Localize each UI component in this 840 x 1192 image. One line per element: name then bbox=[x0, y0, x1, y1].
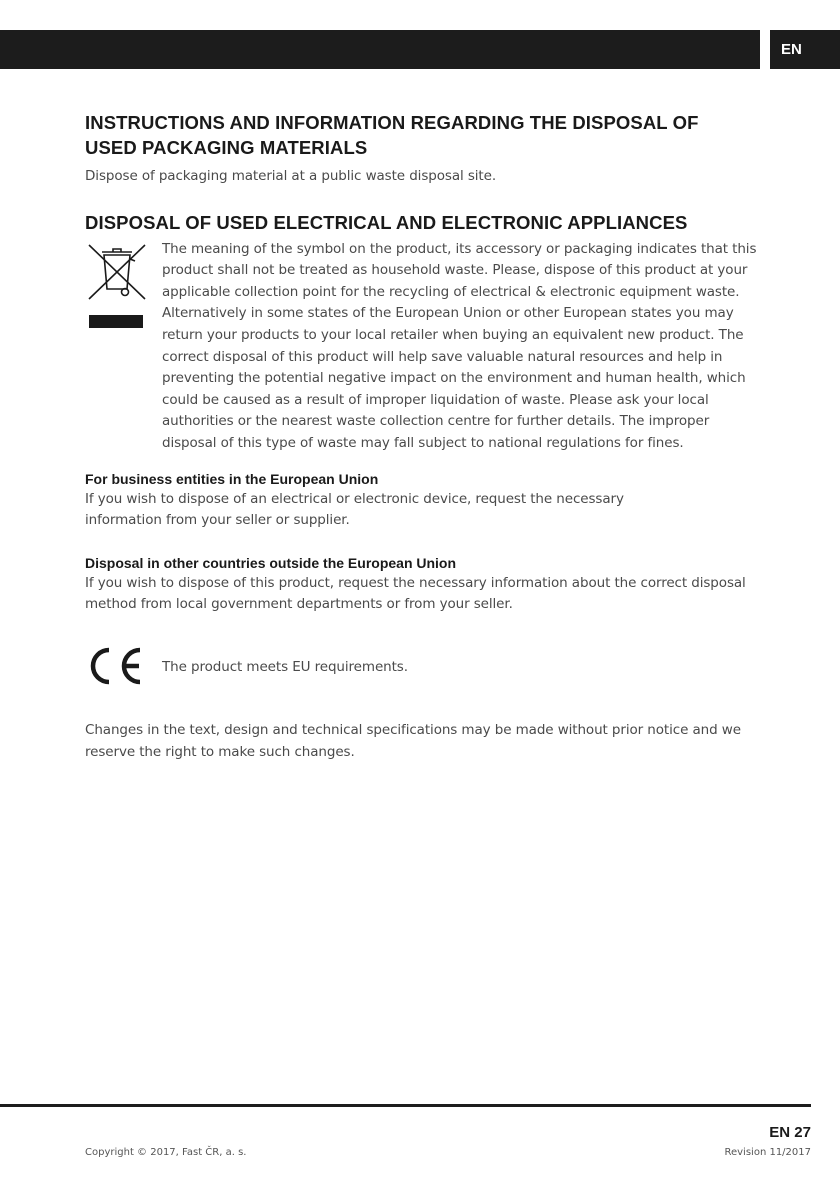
revision-text: Revision 11/2017 bbox=[724, 1147, 811, 1158]
business-text: If you wish to dispose of an electrical or electronic device, request the necessary information from your seller or supplier. bbox=[85, 490, 624, 529]
business-heading: For business entities in the European Union bbox=[85, 470, 379, 487]
ce-block bbox=[85, 646, 755, 690]
changes-text: Changes in the text, design and technical specifications may be made without prior notice and we reserve the right to make such changes. bbox=[85, 721, 741, 760]
outside-eu-heading: Disposal in other countries outside the European Union bbox=[85, 554, 457, 571]
weee-heading: DISPOSAL OF USED ELECTRICAL AND ELECTRONIC APPLIANCES bbox=[85, 211, 688, 233]
copyright-text: Copyright © 2017, Fast ČR, a. s. bbox=[85, 1147, 247, 1158]
footer-rule bbox=[0, 1104, 811, 1107]
weee-block bbox=[85, 239, 755, 455]
packaging-heading: INSTRUCTIONS AND INFORMATION REGARDING THE DISPOSAL OF USED PACKAGING MATERIALS bbox=[85, 112, 699, 158]
ce-text: The product meets EU requirements. bbox=[162, 659, 408, 676]
page-number: EN 27 bbox=[769, 1124, 811, 1141]
ce-mark-icon bbox=[85, 646, 162, 690]
outside-eu-text: If you wish to dispose of this product, request the necessary information about the correct disposal method from local government departments or from your seller. bbox=[85, 574, 746, 613]
weee-text: The meaning of the symbol on the product, its accessory or packaging indicates that this product shall not be treated as household waste. Please, dispose of this product at your applicable collection point for the recycling of electrical & electronic equipment waste. Alternatively in some states of the European Union or other European states you may return your products to your local retailer when buying an equivalent new product. The correct disposal of this product will help save valuable natural resources and help in preventing the potential negative impact on the environment and human health, which could be caused as a result of improper liquidation of waste. Please ask your local authorities or the nearest waste collection centre for further details. The improper disposal of this type of waste may fall subject to national regulations for fines. bbox=[162, 240, 757, 451]
crossed-out-wheelie-bin-icon bbox=[85, 239, 162, 337]
packaging-text: Dispose of packaging material at a public waste disposal site. bbox=[85, 168, 497, 184]
page-content bbox=[85, 110, 755, 763]
header-bar bbox=[0, 30, 760, 69]
language-tab: EN bbox=[770, 30, 840, 69]
